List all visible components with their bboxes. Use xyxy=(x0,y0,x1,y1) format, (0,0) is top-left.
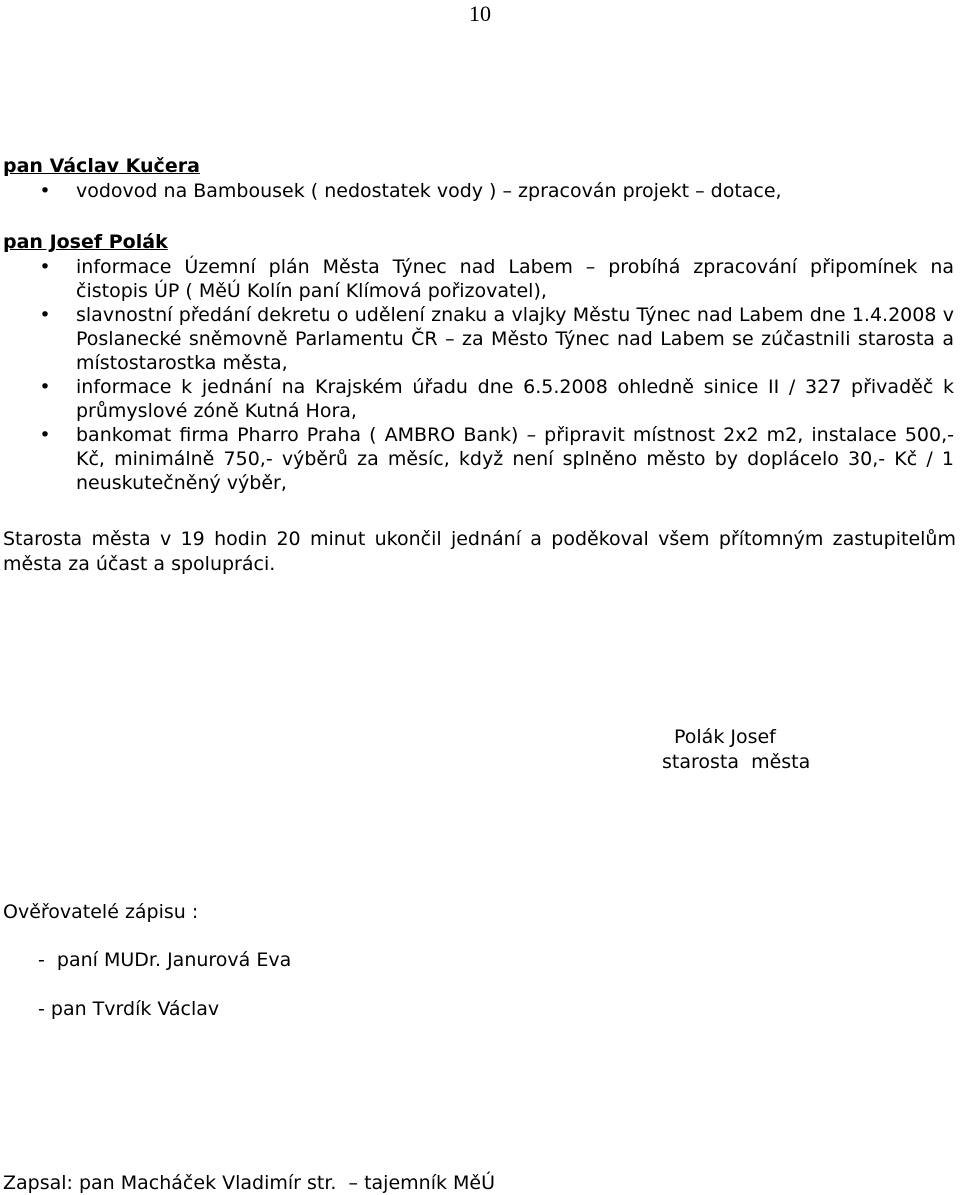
polak-bullet-list xyxy=(0,255,958,495)
verifier-item: - pan Tvrdík Václav xyxy=(38,998,220,1020)
bullet-icon: • xyxy=(39,376,51,398)
list-item: • informace Územní plán Města Týnec nad Labem – probíhá zpracování připomínek na čistopis ÚP ( MěÚ Kolín paní Klímová pořizovatel), xyxy=(39,256,954,302)
bullet-icon: • xyxy=(39,424,51,446)
list-item: • vodovod na Bambousek ( nedostatek vody ) – zpracován projekt – dotace, xyxy=(39,180,782,202)
bullet-icon: • xyxy=(39,304,51,326)
kucera-bullet-list xyxy=(0,179,958,203)
list-item: • slavnostní předání dekretu o udělení znaku a vlajky Městu Týnec nad Labem dne 1.4.2008 v Poslanecké sněmovně Parlamentu ČR – za Město Týnec nad Labem se zúčastnili starosta a místostarostka města, xyxy=(39,304,954,374)
signature-title: starosta města xyxy=(662,751,811,773)
closing-paragraph: Starosta města v 19 hodin 20 minut ukončil jednání a poděkoval všem přítomným zastupitelům města za účast a spolupráci. xyxy=(3,528,956,575)
recorder-line: Zapsal: pan Macháček Vladimír str. – tajemník MěÚ xyxy=(3,1172,496,1194)
bullet-icon: • xyxy=(39,256,51,278)
verifier-item: - paní MUDr. Janurová Eva xyxy=(38,949,292,971)
signature-name: Polák Josef xyxy=(674,726,776,748)
verifiers-heading: Ověřovatelé zápisu : xyxy=(3,901,199,923)
list-item: • bankomat firma Pharro Praha ( AMBRO Bank) – připravit místnost 2x2 m2, instalace 500,- Kč, minimálně 750,- výběrů za měsíc, když není splněno město by doplácelo 30,- Kč / 1 neuskutečněný výběr, xyxy=(39,424,954,494)
bullet-icon: • xyxy=(39,180,51,202)
list-item: • informace k jednání na Krajském úřadu dne 6.5.2008 ohledně sinice II / 327 přivaděč k průmyslové zóně Kutná Hora, xyxy=(39,376,954,422)
speaker-heading-polak: pan Josef Polák xyxy=(3,231,168,253)
speaker-heading-kucera: pan Václav Kučera xyxy=(3,155,200,177)
page-number: 10 xyxy=(469,1,491,26)
